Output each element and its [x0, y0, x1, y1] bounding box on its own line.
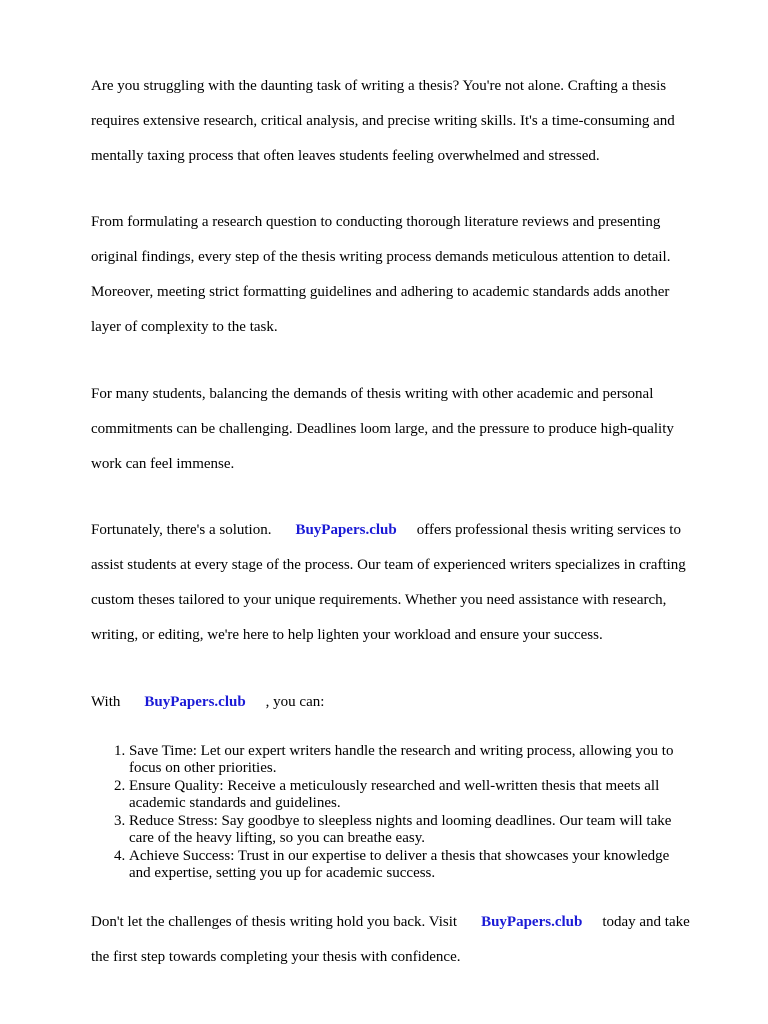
text-line: academic standards and guidelines. — [129, 795, 341, 811]
buypapers-link[interactable]: BuyPapers.club — [295, 522, 397, 538]
text-line: 1. Save Time: Let our expert writers handle the research and writing process, allowing you to — [129, 742, 674, 759]
benefits-list — [91, 743, 721, 883]
text-line: and expertise, setting you up for academic success. — [129, 865, 436, 881]
text-line: care of the heavy lifting, so you can breathe easy. — [129, 830, 425, 846]
list-item — [129, 743, 721, 778]
text-line — [91, 914, 721, 932]
text-line: commitments can be challenging. Deadlines loom large, and the pressure to produce high-quality — [91, 420, 674, 437]
paragraph-solution — [91, 505, 721, 663]
text-line: focus on other priorities. — [129, 760, 277, 776]
paragraph-challenges — [91, 368, 721, 491]
text-line — [91, 522, 721, 540]
paragraph-with — [91, 676, 721, 729]
list-item — [129, 778, 721, 813]
text-segment: With — [91, 693, 121, 710]
text-line: custom theses tailored to your unique requirements. Whether you need assistance with research, — [91, 592, 667, 608]
paragraph-closing — [91, 897, 721, 985]
text-line: For many students, balancing the demands of thesis writing with other academic and personal — [91, 385, 654, 402]
text-segment: today and take — [602, 914, 690, 930]
text-line: assist students at every stage of the process. Our team of experienced writers specializes in crafting — [91, 557, 686, 573]
buypapers-link[interactable]: BuyPapers.club — [481, 914, 583, 930]
text-segment: Fortunately, there's a solution. — [91, 522, 272, 538]
text-line: writing, or editing, we're here to help lighten your workload and ensure your success. — [91, 627, 603, 643]
text-line: 2. Ensure Quality: Receive a meticulously researched and well-written thesis that meets all — [129, 777, 660, 794]
text-segment: offers professional thesis writing services to — [416, 522, 681, 538]
text-line: mentally taxing process that often leaves students feeling overwhelmed and stressed. — [91, 147, 600, 164]
text-line: Moreover, meeting strict formatting guidelines and adhering to academic standards adds another — [91, 284, 670, 300]
text-line: Are you struggling with the daunting task of writing a thesis? You're not alone. Crafting a thesis — [91, 77, 667, 94]
text-line — [91, 694, 721, 712]
text-line: work can feel immense. — [91, 455, 235, 472]
text-line: 3. Reduce Stress: Say goodbye to sleepless nights and looming deadlines. Our team will take — [129, 812, 672, 829]
text-line: requires extensive research, critical analysis, and precise writing skills. It's a time-consuming and — [91, 112, 675, 129]
paragraph-intro — [91, 60, 721, 183]
text-segment: , you can: — [265, 693, 325, 710]
text-line: 4. Achieve Success: Trust in our expertise to deliver a thesis that showcases your knowledge — [129, 847, 670, 864]
text-segment: Don't let the challenges of thesis writing hold you back. Visit — [91, 914, 458, 930]
list-item — [129, 813, 721, 848]
document-page — [91, 60, 721, 998]
text-line: layer of complexity to the task. — [91, 319, 278, 335]
text-line: original findings, every step of the thesis writing process demands meticulous attention to detail. — [91, 249, 671, 265]
paragraph-process — [91, 197, 721, 355]
text-line: From formulating a research question to conducting thorough literature reviews and presenting — [91, 214, 661, 230]
list-item — [129, 848, 721, 883]
text-line: the first step towards completing your thesis with confidence. — [91, 949, 461, 965]
buypapers-link[interactable]: BuyPapers.club — [144, 693, 246, 710]
